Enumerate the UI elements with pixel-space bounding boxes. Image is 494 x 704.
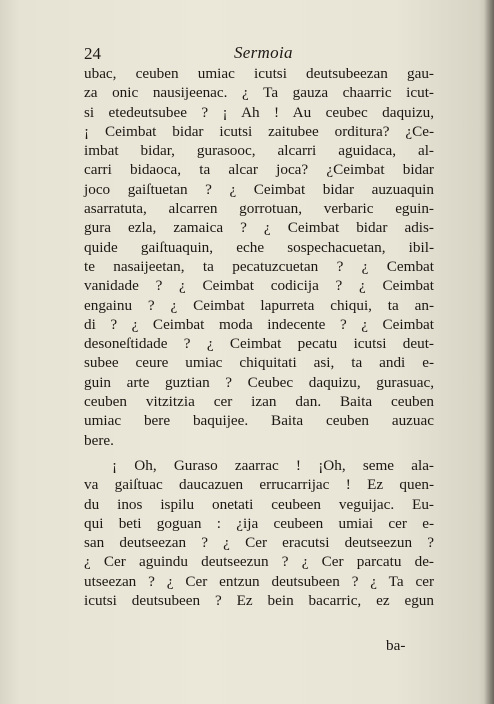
body-text (84, 64, 434, 610)
catchword: ba- (386, 637, 406, 654)
page-header (84, 42, 434, 66)
text-line: qui beti goguan : ¿ija ceubeen umiai cer e- (84, 514, 434, 532)
text-line: va gaiſtuac daucazuen errucarrijac ! Ez quen- (84, 476, 434, 494)
text-line: subee ceure umiac chiquitati asi, ta andi e- (84, 354, 434, 372)
text-line: za onic nausijeenac. ¿ Ta gauza chaarric icut- (84, 84, 434, 102)
text-line: gura ezla, zamaica ? ¿ Ceimbat bidar adis- (84, 219, 434, 237)
text-line: joco gaiſtuetan ? ¿ Ceimbat bidar auzuaquin (84, 180, 434, 198)
paragraph-2 (84, 456, 434, 610)
text-line: icutsi deutsubeen ? Ez bein bacarric, ez egun (84, 592, 434, 610)
page-number: 24 (84, 44, 101, 63)
text-line: engainu ? ¿ Ceimbat lapurreta chiqui, ta an- (84, 296, 434, 314)
text-line: di ? ¿ Ceimbat moda indecente ? ¿ Ceimbat (84, 315, 434, 333)
text-line: imbat bidar, gurasooc, alcarri aguidaca, al- (84, 142, 434, 160)
text-line: ubac, ceuben umiac icutsi deutsubeezan gau- (84, 65, 434, 82)
text-line: san deutseezan ? ¿ Cer eracutsi deutseezun ? (84, 534, 434, 552)
running-head: Sermoia (234, 43, 293, 62)
text-line: ¡ Oh, Guraso zaarrac ! ¡Oh, seme ala- (112, 456, 434, 474)
text-line: bere. (84, 431, 114, 449)
paragraph-1 (84, 64, 434, 450)
text-line: ¿ Cer aguindu deutseezun ? ¿ Cer parcatu de- (84, 553, 434, 571)
text-line: utseezan ? ¿ Cer entzun deutsubeen ? ¿ Ta cer (84, 572, 434, 590)
text-line: ¡ Ceimbat bidar icutsi zaitubee orditura? ¿Ce- (84, 122, 434, 140)
text-line: asarratuta, alcarren gorrotuan, verbaric eguin- (84, 200, 434, 218)
text-line: si etedeutsubee ? ¡ Ah ! Au ceubec daquizu, (84, 103, 434, 121)
text-line: ceuben vitzitzia cer izan dan. Baita ceuben (84, 393, 434, 411)
page-gutter-shadow (484, 0, 494, 704)
text-line: quide gaiſtuaquin, eche sospechacuetan, ibil- (84, 238, 434, 256)
text-line: vanidade ? ¿ Ceimbat codicija ? ¿ Ceimbat (84, 277, 434, 295)
text-line: carri bidaoca, ta alcar joca? ¿Ceimbat bidar (84, 161, 434, 179)
text-line: desoneſtidade ? ¿ Ceimbat pecatu icutsi deut- (84, 335, 434, 353)
text-line: umiac bere baquijee. Baita ceuben auzuac (84, 412, 434, 430)
text-line: te nasaijeetan, ta pecatuzcuetan ? ¿ Cembat (84, 257, 434, 275)
text-line: du inos ispilu onetati ceubeen veguijac. Eu- (84, 495, 434, 513)
text-line: guin arte guztian ? Ceubec daquizu, gurasuac, (84, 373, 434, 391)
